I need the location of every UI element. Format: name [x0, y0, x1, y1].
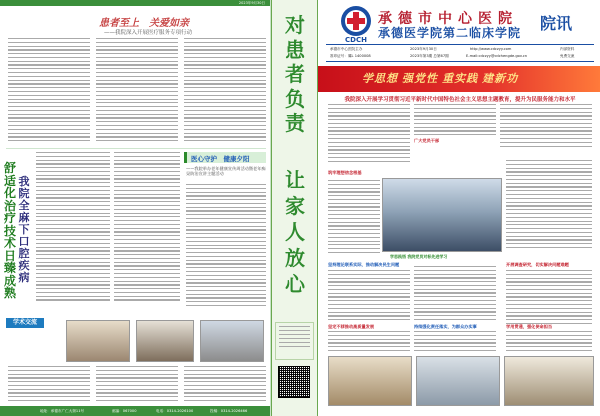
publication-name: 院讯 — [540, 16, 573, 33]
left-sub-title: ——我院深入开展医疗服务专项行动 — [103, 30, 192, 36]
left-text-col-1 — [8, 38, 90, 144]
strip-date: 2023年9月30日 — [238, 1, 265, 5]
left-text-col-5 — [114, 152, 180, 303]
right-text-col-6 — [328, 270, 410, 323]
left-text-col-3 — [184, 38, 266, 144]
right-text-col-5 — [506, 160, 592, 251]
left-text-col-2 — [96, 38, 178, 144]
vertical-headline-2: 我院全麻下口腔疾病 — [18, 176, 30, 284]
photo-lecture-3 — [200, 320, 264, 362]
registration: 准印证号：冀L 1400008 — [330, 54, 371, 58]
left-text-col-9 — [184, 366, 266, 404]
subhead-4: 坚持理论联系实际，推动解决民生问题 — [328, 262, 400, 267]
section-heading-box — [184, 152, 266, 163]
subhead-5: 开展调查研究，切实解决问题难题 — [506, 262, 569, 267]
bottom-photo-2 — [416, 356, 500, 406]
subhead-1: 广大党员干部 — [414, 138, 440, 143]
right-text-col-1 — [328, 104, 410, 165]
photo-lecture-2 — [136, 320, 194, 362]
section-heading: 医心守护 健康夕阳 — [191, 154, 250, 163]
left-text-col-7 — [8, 366, 90, 404]
qr-code — [278, 366, 310, 398]
right-text-col-9 — [328, 331, 410, 354]
website: http://www.cdczyy.com — [470, 47, 512, 51]
subhead-2: 筑牢理想信念根基 — [328, 170, 362, 175]
section-subheading: ——我院举办老年健康宣传周活动暨老年痴呆防治宣讲主题活动 — [186, 166, 266, 177]
slogan-bottom: 让家人放心 — [285, 170, 305, 296]
slogan-top: 对患者负责 — [285, 15, 305, 135]
left-text-col-8 — [96, 366, 178, 404]
vertical-headline-1: 舒适化治疗技术日臻成熟 — [3, 161, 16, 300]
right-text-col-3 — [500, 104, 592, 149]
bottom-photo-3 — [504, 356, 594, 406]
academic-tag: 学术交流 — [6, 318, 44, 328]
subhead-7: 持续强化责任落实，为群众办实事 — [414, 324, 477, 329]
left-footer — [0, 406, 271, 416]
right-text-col-2 — [414, 104, 496, 138]
footer-submit: 投稿：0314-2026466 — [210, 409, 248, 413]
hospital-name-2: 承德医学院第二临床学院 — [378, 26, 522, 40]
internal-label: 内部资料 — [560, 47, 575, 51]
meeting-photo — [382, 178, 502, 252]
subhead-6: 坚定不移推动高质量发展 — [328, 324, 375, 329]
left-text-col-4 — [36, 152, 110, 303]
left-text-col-6 — [186, 184, 266, 309]
issue-number: 2023年第3期 总第67期 — [410, 54, 449, 58]
bottom-photo-1 — [328, 356, 412, 406]
sponsor: 承德市中心医院主办 — [330, 47, 363, 51]
editorial-box — [275, 322, 314, 360]
footer-postcode: 邮编：067000 — [112, 409, 137, 413]
footer-address: 地址：承德市广仁大街11号 — [40, 409, 85, 413]
divider — [6, 148, 266, 149]
right-text-col-11 — [506, 331, 592, 354]
subhead-8: 学用贯通，强化使命担当 — [506, 324, 553, 329]
right-text-col-4 — [328, 180, 380, 256]
right-text-col-10 — [414, 331, 496, 354]
issue-date: 2023年9月30日 — [410, 47, 437, 51]
theme-banner — [318, 66, 600, 92]
info-line-2 — [326, 61, 594, 62]
left-page — [0, 0, 271, 416]
footer-phone: 电话：0314-2026100 — [156, 409, 194, 413]
logo-text: CDCH — [345, 36, 367, 44]
free-label: 免费交流 — [560, 54, 575, 58]
left-main-title: 患者至上 关爱如亲 — [99, 18, 189, 29]
hospital-logo-icon — [336, 4, 376, 44]
middle-strip — [271, 0, 318, 416]
photo-lecture-1 — [66, 320, 130, 362]
email: E-mail:cdczyy@cdchengde.gov.cn — [466, 54, 528, 58]
right-text-col-8 — [506, 270, 592, 327]
hospital-name: 承德市中心医院 — [378, 12, 518, 27]
front-headline: 我院深入开展学习贯彻习近平新时代中国特色社会主义思想主题教育，提升为民服务能力和水平 — [344, 97, 576, 103]
left-top-strip — [0, 0, 271, 6]
info-line — [326, 44, 594, 45]
right-text-col-7 — [414, 266, 496, 323]
subhead-3: 学思践悟 我院党员对标先进学习 — [390, 254, 448, 259]
banner-text: 学思想 强党性 重实践 建新功 — [362, 73, 519, 85]
